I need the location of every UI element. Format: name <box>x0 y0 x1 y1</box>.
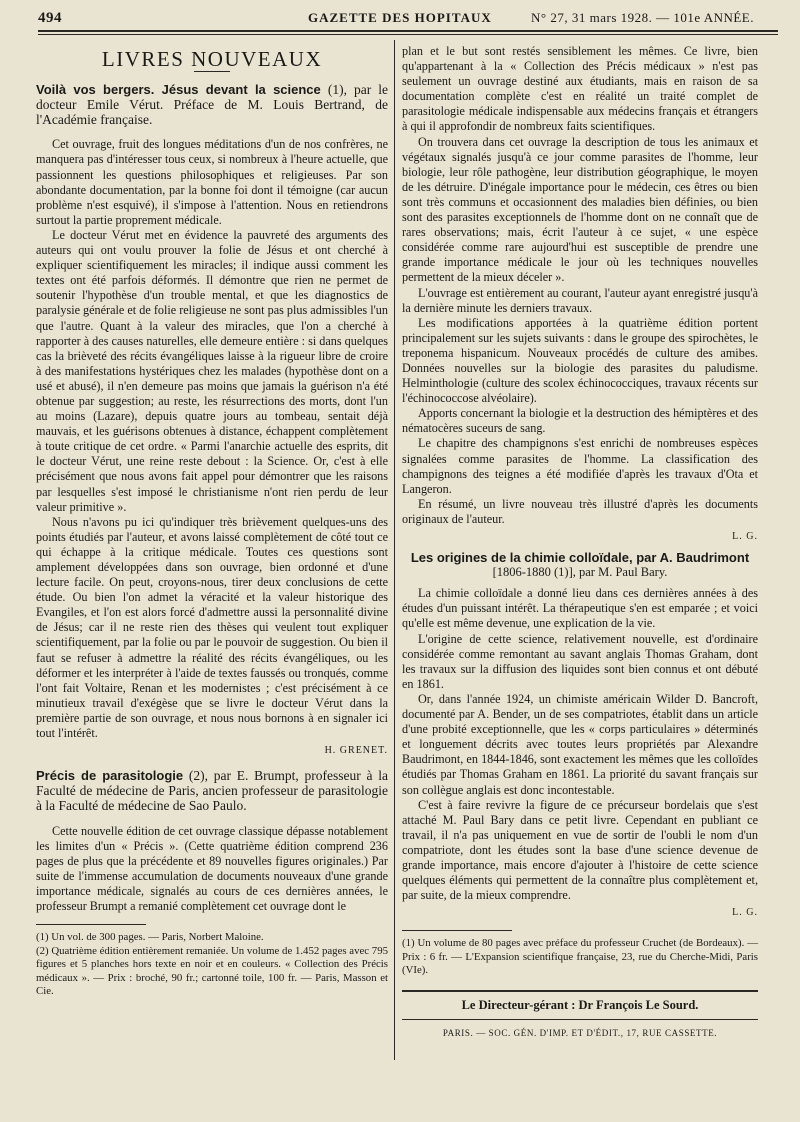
header-rule <box>38 30 778 32</box>
book1-paragraph: Le docteur Vérut met en évidence la pauvreté des arguments des auteurs qui ont voulu prouver la folie de Jésus et ont cherché à expliquer scientifiquement les miracles; il indique aussi comment les textes ont été parfois déformés. Il démontre que rien ne permet de soutenir l'hypothèse d'un trouble mental, et que les diagnostics de paralysie générale et de folie religieuse ne sont pas plus admissibles l'un que l'autre. Quant à la valeur des miracles, que l'on a cherché à rapporter à des causes naturelles, elle demeure entière : si dans quelques cas la brièveté des récits évangéliques laisse à la rigueur libre de croire à des manifestations hystériques chez les malades (hypothèse dont on a usé et abusé), il n'en demeure pas moins que jamais la guérison n'a été obtenue par suggestion; au reste, les résurrections des morts, dont l'un au moins (Lazare), depuis quatre jours au tombeau, sentait déjà mauvais, et les guérisons obtenues à distance, échappent complètement à toute critique de cet ordre. « Parmi l'anarchie actuelle des esprits, dit le docteur Vérut, une reine reste debout : la Science. Or, c'est à elle précisément que nous avons fait appel pour démontrer que les raisons par lesquelles s'est imposé le christianisme n'ont rien perdu de leur valeur primitive ». <box>36 227 388 514</box>
left-column <box>36 44 388 999</box>
book1-title: Voilà vos bergers. Jésus devant la science <box>36 82 321 98</box>
book1-paragraph: Cet ouvrage, fruit des longues méditations d'un de nos confrères, ne manquera pas d'intéresser tous ceux, si nombreux à l'heure actuelle, que passionnent les questions philosophiques et religieuses. Par son abondante documentation, par la bonne foi dont il témoigne (car aucun problème n'est esquivé), il s'impose à l'attention. Nous en retiendrons surtout la partie proprement médicale. <box>36 137 388 227</box>
article-paragraph: La chimie colloïdale a donné lieu dans ces dernières années à des études d'un puissant intérêt. La thérapeutique s'en est emparée ; et voici qu'elle est même devenue, une explication de la vie. <box>402 586 758 631</box>
printer-line: PARIS. — SOC. GÉN. D'IMP. ET D'ÉDIT., 17, RUE CASSETTE. <box>442 1027 718 1038</box>
article-paragraph: L'origine de cette science, relativement nouvelle, est d'ordinaire considérée comme remontant au savant anglais Thomas Graham, dont les travaux sur la diffusion des liquides sont bien connus et ont débuté en 1861. <box>402 631 758 691</box>
book2-heading <box>36 768 388 813</box>
book2-ref: (2), <box>188 768 208 784</box>
book2-paragraph: Cette nouvelle édition de cet ouvrage classique dépasse notablement les limites d'un « Précis ». (Cette quatrième édition comprend 236 pages de plus que la précédente et 89 nouvelles figures originales.) Par suite de l'immense accumulation de documents nouveaux d'une grande importance médicale, signalés au cours de ces dernières années, le professeur Brumpt a remanié complètement cet ouvrage dont le <box>36 823 388 913</box>
book2-paragraph: En résumé, un livre nouveau très illustré d'après les documents originaux de l'auteur. <box>402 496 758 526</box>
book2-paragraph: Les modifications apportées à la quatrième édition portent principalement sur les sujets suivants : dans le groupe des spirochètes, le treponema hispanicum. Nouveaux procédés de culture des amibes. Données nouvelles sur la biologie des parasites du paludisme. Helminthologie (culture des scolex échinococciques, travaux récents sur l'échinococcose alvéolaire). <box>402 315 758 406</box>
footnote-rule <box>402 930 512 931</box>
publication-name: GAZETTE DES HOPITAUX <box>308 10 492 25</box>
article-signature: L. G. <box>732 907 758 919</box>
book1-paragraph: Nous n'avons pu ici qu'indiquer très brièvement quelques-uns des points étudiés par l'auteur, et avons laissé complètement de côté tout ce qui échappe à la critique médicale. Toutes ces questions sont amplement développées dans son ouvrage, bien ordonné et d'une lecture facile. On peut, croyons-nous, tirer deux conclusions de cette étude. Ou bien l'on admet la véracité et la valeur historique des Evangiles, et l'on est alors forcé d'admettre aussi la personnalité divine de Jésus; car il ne reste rien des thèses qui veulent tout expliquer scientifiquement, par la folie ou par le pouvoir de suggestion. Ou bien il faut se refuser à admettre la réalité des récits évangéliques, ou les déformer et les interpréter à l'aide de textes faussés ou tronqués, comme l'ont fait Voltaire, Renan et les modernistes ; c'est précisément à ce minutieux travail d'exégèse que se livre le docteur Vérut dans la première partie de son ouvrage, et nous nous bornons à en signaler ici tout l'intérêt. <box>36 514 388 741</box>
book2-paragraph: plan et le but sont restés sensiblement les mêmes. Ce livre, bien qu'appartenant à la « Collection des Précis médicaux » n'est pas seulement un ouvrage destiné aux étudiants, mais en raison de sa documentation complète c'est en réalité un traité complet de parasitologie médicale indispensable aux médecins français et étrangers à qui il approfondir de nombreux faits scientifiques. <box>402 44 758 134</box>
book2-byline: par E. Brumpt, professeur à la Faculté de médecine de Paris, ancien professeur de parasitologie à la Faculté de médecine de Sao Paulo. <box>36 768 389 814</box>
printer-rule <box>402 1019 758 1020</box>
right-column <box>402 44 758 1041</box>
header-rule-thin <box>38 34 778 35</box>
book1-heading <box>36 82 388 127</box>
director-line: Le Directeur-gérant : Dr François Le Sourd. <box>461 997 699 1012</box>
page-number: 494 <box>38 10 62 26</box>
book2-paragraph: L'ouvrage est entièrement au courant, l'auteur ayant enregistré jusqu'à la dernière minute les derniers travaux. <box>402 285 758 315</box>
footnote: (1) Un vol. de 300 pages. — Paris, Norbert Maloine. <box>36 931 264 944</box>
article-paragraph: Or, dans l'année 1924, un chimiste américain Wilder D. Bancroft, documenté par A. Bender, un de ses compatriotes, établit dans un article d'une probité exceptionnelle, que les « corps particulaires » déterminés et longuement décrits avec toutes leurs propriétés par Alexandre Baudrimont, en 1844-1846, sont exactement les mêmes que les colloïdes étudiés par Thomas Graham en 1861. La priorité du savant français sur son collègue anglais est donc incontestable. <box>402 691 758 797</box>
article-paragraph: C'est à faire revivre la figure de ce précurseur bordelais que s'est attaché M. Paul Bary dans ce petit livre. Cependant en publiant ce travail, il n'a pas uniquement en vue de sortir de l'oubli le nom d'un compatriote, dont les études sont la base d'une science devenue de grande importance, mais encore d'ajouter à l'histoire de cette science quelques éléments qui permettent de la connaître plus complètement et, par suite, de la mieux comprendre. <box>402 797 758 903</box>
director-rule <box>402 990 758 992</box>
issue-info: N° 27, 31 mars 1928. — 101e ANNÉE. <box>531 10 754 25</box>
book2-paragraph: Apports concernant la biologie et la destruction des hémiptères et des nématocères suceurs de sang. <box>402 406 758 436</box>
article-subtitle: [1806-1880 (1)], par M. Paul Bary. <box>492 565 668 580</box>
footnote: (1) Un volume de 80 pages avec préface du professeur Cruchet (de Bordeaux). — Prix : 6 fr. — L'Expansion scientifique française, 23, rue du Cherche-Midi, Paris (VIe). <box>402 937 758 977</box>
book2-title: Précis de parasitologie <box>36 768 184 784</box>
book1-signature: H. GRENET. <box>324 745 388 757</box>
book1-byline: par le docteur Emile Vérut. Préface de M. Louis Bertrand, de l'Académie française. <box>36 82 389 128</box>
book2-paragraph: Le chapitre des champignons s'est enrichi de nombreuses espèces signalées comme parasites de l'homme. La classification des champignons des teignes a été modifiée d'après les travaux d'Ota et Langeron. <box>402 436 758 496</box>
book2-signature: L. G. <box>732 531 758 542</box>
book1-ref: (1), <box>327 82 347 98</box>
title-rule <box>194 71 230 72</box>
section-title: LIVRES NOUVEAUX <box>101 47 323 71</box>
article-title: Les origines de la chimie colloïdale, par A. Baudrimont <box>410 550 750 566</box>
column-divider <box>394 40 395 1060</box>
footnote: (2) Quatrième édition entièrement remaniée. Un volume de 1.452 pages avec 795 figures et 5 planches hors texte en noir et en couleurs. « Collection des Précis médicaux ». — Prix : broché, 90 fr.; cartonné toile, 100 fr. — Paris, Masson et Cie. <box>36 944 388 998</box>
footnote-rule <box>36 924 146 925</box>
book2-paragraph: On trouvera dans cet ouvrage la description de tous les animaux et végétaux signalés jusqu'à ce jour comme parasites de l'homme, leur biologie, leur rôle pathogène, leur distribution géographique, le moyen de les détruire. D'inégale importance pour le médecin, ces êtres ou bien sont très communs et occasionnent des maladies bien définies, ou bien sont des parasites exceptionnels de l'homme dont on ne connaît que de rares observations; mais, écrit l'auteur à ce sujet, « une espèce considérée comme rare aujourd'hui est susceptible de prendre une grande importance médicale le jour où les techniques nouvelles permettent de la mieux déceler ». <box>402 134 758 285</box>
page-header <box>38 6 778 32</box>
